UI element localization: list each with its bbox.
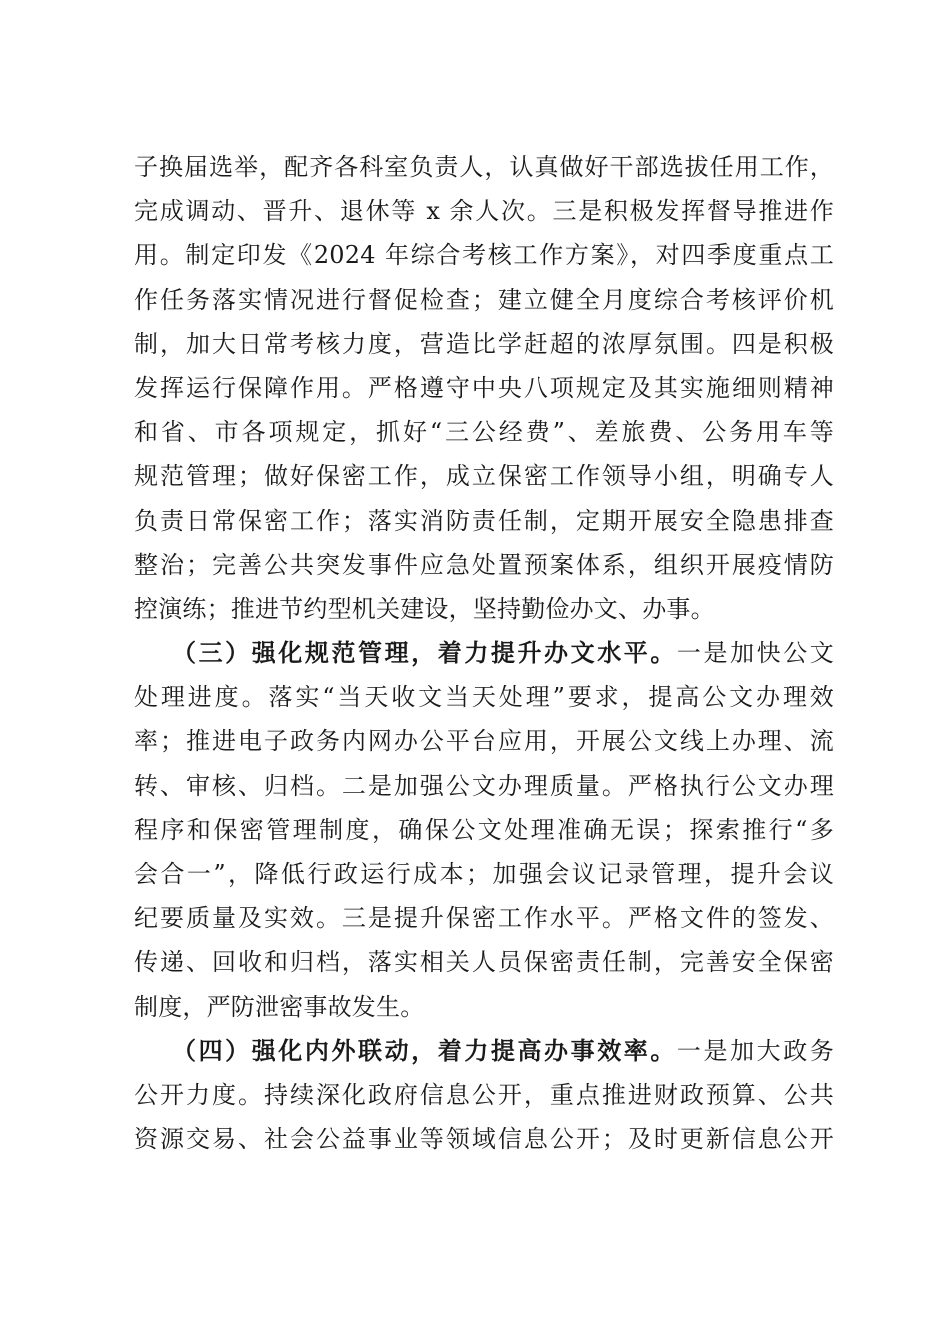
paragraph-line: 完成调动、晋升、退休等 x 余人次。三是积极发挥督导推进作 bbox=[134, 197, 834, 226]
paragraph-line: 子换届选举，配齐各科室负责人，认真做好干部选拔任用工作， bbox=[134, 153, 834, 181]
paragraph-line: 发挥运行保障作用。严格遵守中央八项规定及其实施细则精神 bbox=[134, 373, 834, 402]
paragraph-line: 用。制定印发《2024 年综合考核工作方案》，对四季度重点工 bbox=[134, 241, 834, 270]
body-text bbox=[134, 145, 834, 1161]
paragraph-line: 率；推进电子政务内网办公平台应用，开展公文线上办理、流 bbox=[134, 727, 834, 756]
section-heading: （三）强化规范管理，着力提升办文水平。 bbox=[172, 638, 677, 668]
paragraph-line: 负责日常保密工作；落实消防责任制，定期开展安全隐患排查 bbox=[134, 506, 834, 535]
paragraph-line: 公开力度。持续深化政府信息公开，重点推进财政预算、公共 bbox=[134, 1080, 834, 1109]
paragraph-line: 处理进度。落实“当天收文当天处理”要求，提高公文办理效 bbox=[134, 683, 834, 712]
paragraph-line: 和省、市各项规定，抓好“三公经费”、差旅费、公务用车等 bbox=[134, 418, 834, 447]
paragraph-line-last: 控演练；推进节约型机关建设，坚持勤俭办文、办事。 bbox=[134, 594, 715, 623]
section-heading-line: （四）强化内外联动，着力提高办事效率。一是加大政务 bbox=[172, 1035, 834, 1065]
paragraph-line: 程序和保密管理制度，确保公文处理准确无误；探索推行“多 bbox=[134, 815, 834, 844]
paragraph-line: 规范管理；做好保密工作，成立保密工作领导小组，明确专人 bbox=[134, 462, 834, 491]
paragraph-line: 纪要质量及实效。三是提升保密工作水平。严格文件的签发、 bbox=[134, 904, 834, 933]
paragraph-line: 作任务落实情况进行督促检查；建立健全月度综合考核评价机 bbox=[134, 285, 834, 314]
paragraph-line: 转、审核、归档。二是加强公文办理质量。严格执行公文办理 bbox=[134, 771, 834, 800]
paragraph-line: 会合一”，降低行政运行成本；加强会议记录管理，提升会议 bbox=[134, 860, 834, 888]
paragraph-line: 资源交易、社会公益事业等领域信息公开；及时更新信息公开 bbox=[134, 1125, 834, 1154]
paragraph-line: 制，加大日常考核力度，营造比学赶超的浓厚氛围。四是积极 bbox=[134, 329, 834, 358]
paragraph-line: 传递、回收和归档，落实相关人员保密责任制，完善安全保密 bbox=[134, 948, 834, 977]
section-heading-line: （三）强化规范管理，着力提升办文水平。一是加快公文 bbox=[172, 638, 834, 668]
section-heading: （四）强化内外联动，着力提高办事效率。 bbox=[172, 1035, 677, 1065]
paragraph-line: 整治；完善公共突发事件应急处置预案体系，组织开展疫情防 bbox=[134, 550, 834, 579]
paragraph-line-last: 制度，严防泄密事故发生。 bbox=[134, 992, 425, 1021]
